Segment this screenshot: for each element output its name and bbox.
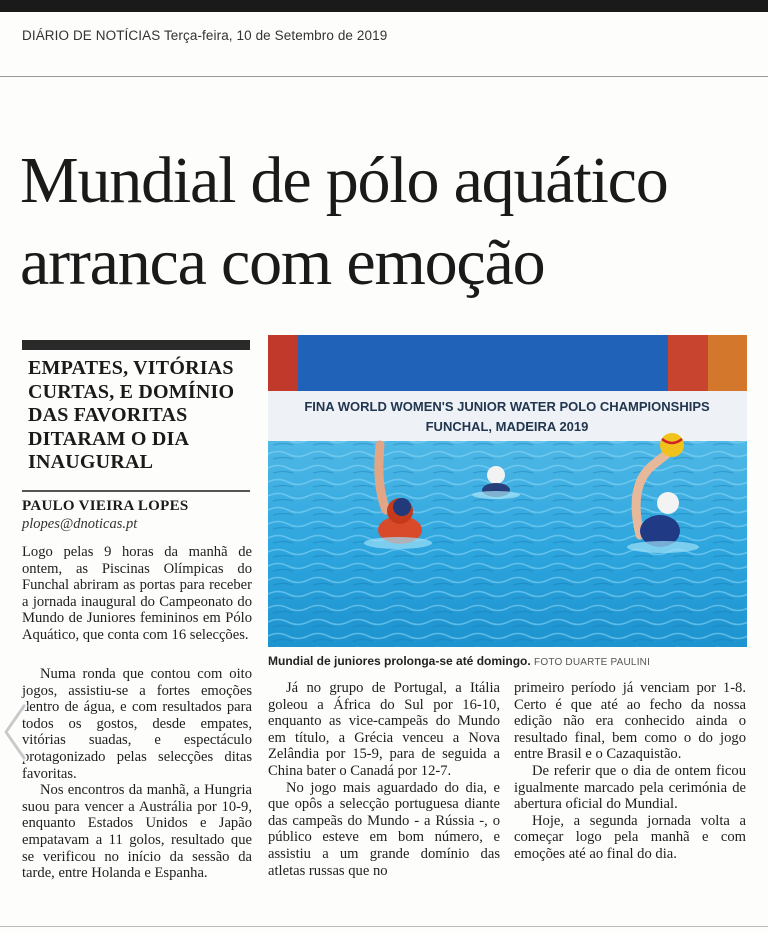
caption-text: Mundial de juniores prolonga-se até domingo. [268,654,531,668]
photo-caption [268,654,650,668]
column-2 [268,680,500,879]
water-polo-photo [268,335,747,647]
page-header [22,28,387,43]
photo-credit: FOTO DUARTE PAULINI [534,657,651,668]
paragraph: Numa ronda que contou com oito jogos, assistiu-se a fortes emoções dentro de água, e com resultados para todos os gostos, desde empates, vitórias suadas, e espectáculo protagonizado pelas selecções ditas favoritas. [22,666,252,782]
publication-date: Terça-feira, 10 de Setembro de 2019 [163,28,388,43]
column-1 [22,666,252,882]
paragraph: Logo pelas 9 horas da manhã de ontem, as Piscinas Olímpicas do Funchal abriram as portas para receber a jornada inaugural do Campeonato do Mundo de Juniores femininos em Pólo Aquático, que conta com 16 selecções. [22,544,252,643]
publication-name: DIÁRIO DE NOTÍCIAS [22,28,161,43]
article-photo [268,335,747,647]
paragraph: Nos encontros da manhã, a Hungria suou para vencer a Austrália por 10-9, enquanto Estados Unidos e Japão empatavam a 11 golos, resultado que se verificou no início da sessão da tarde, entre Holanda e Espanha. [22,782,252,882]
paragraph: Hoje, a segunda jornada volta a começar logo pela manhã e com emoções até ao final do dia. [514,812,746,862]
subhead: EMPATES, VITÓRIAS CURTAS, E DOMÍNIO DAS FAVORITAS DITARAM O DIA INAUGURAL [28,357,235,473]
banner-text-1: FINA WORLD WOMEN'S JUNIOR WATER POLO CHAMPIONSHIPS [304,399,710,414]
paragraph: primeiro período já venciam por 1-8. Certo é que até ao fecho da nossa edição não era conhecido ainda o resultado final, bem como o do jogo entre Brasil e o Cazaquistão. [514,680,746,763]
bottom-divider [0,926,768,927]
subhead-divider [22,490,250,492]
column-1-top [22,544,252,644]
headline-line-2: arranca com emoção [20,226,545,299]
paragraph: De referir que o dia de ontem ficou igualmente marcado pela cerimónia de abertura oficial do Mundial. [514,762,746,813]
headline [20,140,760,304]
header-divider [0,76,768,77]
subhead-bar [22,340,250,350]
paragraph: Já no grupo de Portugal, a Itália goleou a África do Sul por 16-10, enquanto as vice-campeãs do Mundo em título, a Grécia venceu a Nova Zelândia por 15-9, para de seguida a China bater o Canadá por 12-7. [268,680,500,779]
author-name: PAULO VIEIRA LOPES [22,498,189,514]
headline-line-1: Mundial de pólo aquático [20,144,668,217]
top-bar [0,0,768,12]
banner-text-2: FUNCHAL, MADEIRA 2019 [425,419,589,434]
author-email[interactable]: plopes@dnoticas.pt [22,516,138,532]
column-3 [514,680,746,863]
paragraph: No jogo mais aguardado do dia, e que opôs a selecção portuguesa diante das campeãs do Mundo - a Rússia -, o público esteve em bom número, e assistiu a um grande domínio das atletas russas que no [268,779,500,879]
back-chevron-icon[interactable] [0,702,30,762]
